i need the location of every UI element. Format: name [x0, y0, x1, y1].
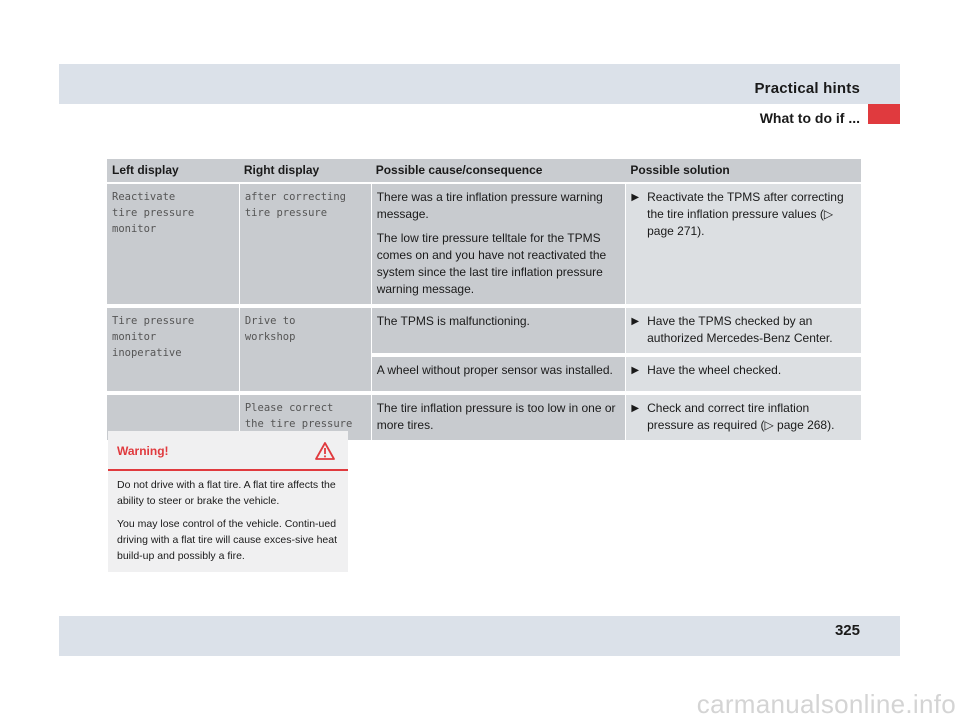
solution-text: Have the wheel checked.	[647, 363, 782, 377]
subsection-title: What to do if ...	[759, 110, 860, 126]
right-display-cell	[239, 308, 371, 395]
table-header-row	[107, 159, 861, 184]
footer-band	[59, 616, 900, 656]
page-number: 325	[834, 622, 860, 639]
section-tab-marker	[868, 104, 900, 124]
warning-paragraph: Do not drive with a flat tire. A flat tire affects the ability to steer or brake the vehicle.	[117, 479, 336, 507]
tpms-messages-table	[107, 159, 861, 444]
solution-text: Reactivate the TPMS after correcting the tire inflation pressure values (▷ page 271).	[647, 190, 844, 238]
warning-body	[108, 471, 348, 564]
bullet-arrow-icon: ▶	[631, 403, 640, 414]
cause-cell	[371, 184, 626, 308]
cause-text: The low tire pressure telltale for the TPMS comes on and you have not reactivated the system since the last tire inflation pressure warning message.	[376, 231, 607, 296]
left-display-cell	[107, 184, 239, 308]
solution-cell	[625, 184, 861, 308]
warning-triangle-icon	[314, 441, 336, 466]
column-header-solution: Possible solution	[625, 159, 861, 184]
cause-text: A wheel without proper sensor was installed.	[376, 363, 613, 377]
warning-header	[108, 431, 348, 471]
right-display-text: Drive to workshop	[244, 315, 296, 343]
cause-text: The tire inflation pressure is too low in one or more tires.	[376, 401, 616, 432]
left-display-cell	[107, 308, 239, 395]
warning-title: Warning!	[117, 444, 169, 458]
bullet-arrow-icon: ▶	[631, 365, 640, 376]
solution-cell	[625, 308, 861, 357]
solution-text: Check and correct tire inflation pressure as required (▷ page 268).	[647, 401, 835, 432]
cause-cell	[371, 357, 626, 395]
warning-paragraph: You may lose control of the vehicle. Contin-ued driving with a flat tire will cause exces-sive heat build-up and possibly a fire.	[117, 518, 338, 562]
column-header-cause: Possible cause/consequence	[371, 159, 626, 184]
solution-text: Have the TPMS checked by an authorized Mercedes-Benz Center.	[647, 314, 833, 345]
column-header-left-display: Left display	[107, 159, 239, 184]
cause-cell	[371, 308, 626, 357]
right-display-text: Please correct the tire pressure	[244, 402, 353, 430]
bullet-arrow-icon: ▶	[631, 316, 640, 327]
left-display-text: Tire pressure monitor inoperative	[112, 315, 195, 359]
watermark: carmanualsonline.info	[696, 689, 956, 719]
column-header-right-display: Right display	[239, 159, 371, 184]
warning-box	[108, 431, 348, 572]
cause-text: The TPMS is malfunctioning.	[376, 314, 530, 328]
bullet-arrow-icon: ▶	[631, 192, 640, 203]
cause-cell	[371, 395, 626, 444]
solution-cell	[625, 395, 861, 444]
table-row	[107, 308, 861, 357]
right-display-cell	[239, 184, 371, 308]
table-row	[107, 184, 861, 308]
left-display-text: Reactivate tire pressure monitor	[112, 191, 195, 235]
solution-cell	[625, 357, 861, 395]
section-title: Practical hints	[754, 80, 860, 97]
cause-text: There was a tire inflation pressure warning message.	[376, 190, 603, 221]
right-display-text: after correcting tire pressure	[244, 191, 347, 219]
